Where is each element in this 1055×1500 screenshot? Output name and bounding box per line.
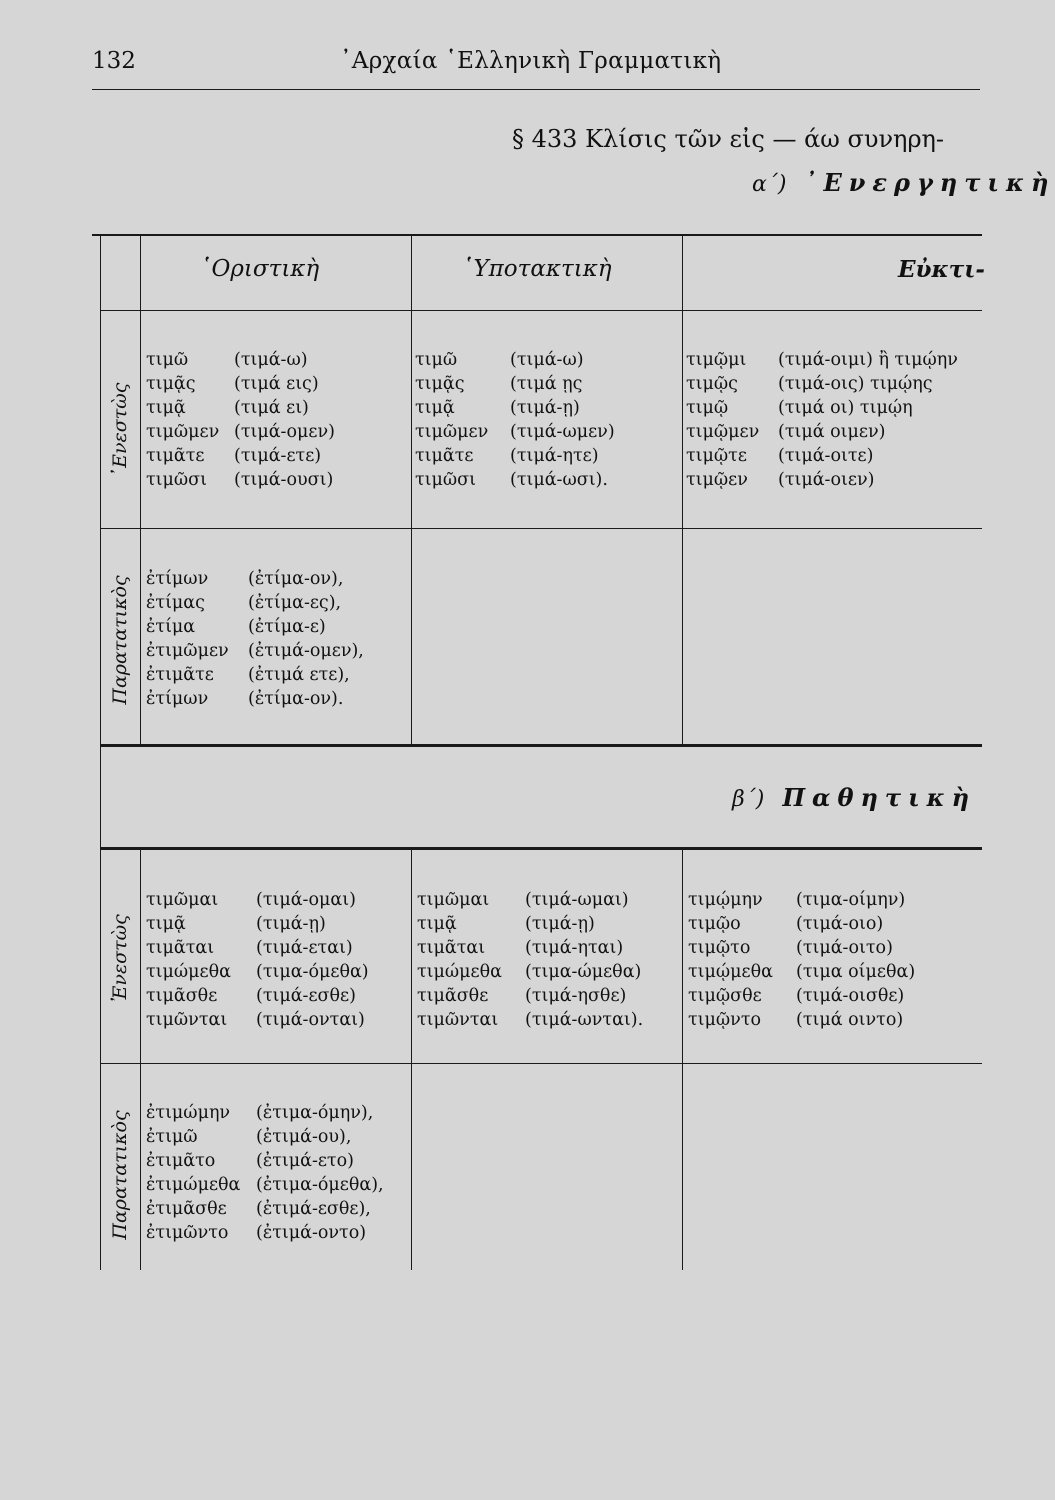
- verb-analysis: (τιμά-εται): [256, 938, 353, 958]
- active-present-optative: [686, 348, 958, 492]
- passive-column-rule-1: [411, 850, 412, 1270]
- verb-form: τιμῷμεν: [686, 422, 760, 442]
- verb-form: τιμᾷ: [417, 914, 457, 934]
- verb-analysis: (τιμά-ουσι): [234, 470, 334, 490]
- conjugation-row: [415, 396, 615, 420]
- verb-form: τιμῷς: [686, 374, 738, 394]
- verb-analysis: (τιμά-οιεν): [778, 470, 875, 490]
- verb-form: τιμῷτε: [686, 446, 747, 466]
- verb-analysis: (τιμά εις): [234, 374, 319, 394]
- conjugation-row: [417, 936, 643, 960]
- verb-form: τιμώμεθα: [417, 962, 502, 982]
- verb-form: ἐτιμώμεθα: [146, 1175, 241, 1195]
- verb-analysis: (ἐτιμά ετε),: [248, 665, 350, 685]
- conjugation-row: [146, 468, 335, 492]
- column-heading-indicative: ῾Οριστικὴ: [200, 256, 320, 282]
- conjugation-row: [686, 420, 958, 444]
- verb-form: τιμῶμεν: [415, 422, 489, 442]
- verb-form: ἐτιμώμην: [146, 1103, 231, 1123]
- conjugation-row: [146, 1125, 384, 1149]
- conjugation-row: [688, 984, 915, 1008]
- verb-form: τιμῷο: [688, 914, 741, 934]
- conjugation-row: [688, 888, 915, 912]
- verb-analysis: (τιμά-ῃ): [525, 914, 595, 934]
- verb-analysis: (τιμά οιμεν): [778, 422, 886, 442]
- verb-analysis: (τιμά-ωνται).: [525, 1010, 644, 1030]
- verb-form: τιμᾶσθε: [417, 986, 489, 1006]
- passive-voice-title: Παθητικὴ: [782, 783, 977, 812]
- verb-form: τιμῶμαι: [146, 890, 219, 910]
- verb-analysis: (ἐτιμα-όμην),: [256, 1103, 374, 1123]
- conjugation-row: [415, 444, 615, 468]
- conjugation-row: [146, 567, 364, 591]
- verb-analysis: (ἐτιμά-ου),: [256, 1127, 352, 1147]
- verb-analysis: (τιμά-ω): [234, 350, 308, 370]
- verb-analysis: (τιμά-ητε): [510, 446, 599, 466]
- passive-column-rule-2: [682, 850, 683, 1270]
- table-top-rule: [92, 234, 982, 236]
- conjugation-row: [686, 444, 958, 468]
- verb-form: ἐτιμᾶτο: [146, 1151, 216, 1171]
- verb-analysis: (τιμά-ομεν): [234, 422, 335, 442]
- conjugation-row: [415, 372, 615, 396]
- passive-top-rule: [100, 847, 982, 850]
- passive-left-rule: [100, 850, 101, 1270]
- passive-present-indicative: [146, 888, 369, 1032]
- conjugation-row: [415, 348, 615, 372]
- conjugation-row: [146, 396, 335, 420]
- conjugation-row: [146, 936, 369, 960]
- passive-row-divider: [100, 1063, 982, 1064]
- passive-present-optative: [688, 888, 915, 1032]
- row-divider: [100, 528, 982, 529]
- verb-analysis: (ἐτίμα-ον),: [248, 569, 344, 589]
- verb-form: τιμῴμεθα: [688, 962, 773, 982]
- conjugation-row: [686, 348, 958, 372]
- verb-form: τιμῶ: [415, 350, 458, 370]
- conjugation-row: [146, 615, 364, 639]
- verb-analysis: (τιμά οιντο): [796, 1010, 904, 1030]
- conjugation-row: [688, 936, 915, 960]
- conjugation-row: [686, 468, 958, 492]
- conjugation-row: [146, 1221, 384, 1245]
- verb-analysis: (τιμά-ωμεν): [510, 422, 615, 442]
- tense-label-active-imperfect: Παρατατικὸς: [109, 575, 131, 705]
- conjugation-row: [686, 396, 958, 420]
- verb-form: ἐτιμῶντο: [146, 1223, 229, 1243]
- page-number: 132: [92, 48, 136, 74]
- verb-analysis: (τιμά-οις) τιμῴης: [778, 374, 933, 394]
- conjugation-row: [146, 984, 369, 1008]
- tense-label-passive-imperfect: Παρατατικὸς: [109, 1110, 131, 1240]
- active-bottom-rule: [100, 744, 982, 747]
- verb-form: ἐτιμᾶτε: [146, 665, 214, 685]
- verb-analysis: (ἐτιμά-εσθε),: [256, 1199, 371, 1219]
- conjugation-row: [146, 348, 335, 372]
- conjugation-row: [415, 468, 615, 492]
- verb-form: τιμᾷ: [146, 914, 186, 934]
- verb-form: τιμῶσι: [146, 470, 207, 490]
- verb-analysis: (τιμά-οιμι) ἢ τιμῴην: [778, 350, 958, 370]
- column-rule-1: [411, 236, 412, 744]
- verb-form: τιμᾷς: [415, 374, 465, 394]
- passive-heading-left-rule: [100, 747, 101, 847]
- running-title: ᾿Αρχαία ῾Ελληνικὴ Γραμματικὴ: [340, 48, 722, 74]
- verb-analysis: (τιμά ῃς: [510, 374, 583, 394]
- verb-form: ἐτίμων: [146, 569, 209, 589]
- conjugation-row: [417, 1008, 643, 1032]
- conjugation-row: [146, 444, 335, 468]
- conjugation-row: [146, 1008, 369, 1032]
- conjugation-row: [146, 591, 364, 615]
- verb-analysis: (ἐτιμά-οντο): [256, 1223, 367, 1243]
- conjugation-row: [146, 912, 369, 936]
- conjugation-row: [417, 888, 643, 912]
- conjugation-row: [146, 960, 369, 984]
- verb-form: τιμῷσθε: [688, 986, 762, 1006]
- conjugation-row: [146, 1173, 384, 1197]
- verb-form: τιμᾷ: [146, 398, 186, 418]
- active-present-indicative: [146, 348, 335, 492]
- verb-form: ἐτιμῶ: [146, 1127, 198, 1147]
- conjugation-row: [688, 960, 915, 984]
- verb-analysis: (τιμά-ῃ): [256, 914, 326, 934]
- verb-analysis: (ἐτιμα-όμεθα),: [256, 1175, 384, 1195]
- conjugation-row: [686, 372, 958, 396]
- verb-form: ἐτίμων: [146, 689, 209, 709]
- verb-analysis: (τιμά-ονται): [256, 1010, 365, 1030]
- verb-analysis: (τιμά οι) τιμῴη: [778, 398, 913, 418]
- verb-analysis: (τιμά-ωσι).: [510, 470, 608, 490]
- passive-voice-heading: [732, 783, 976, 812]
- verb-analysis: (τιμα-ώμεθα): [525, 962, 642, 982]
- verb-analysis: (τιμα οίμεθα): [796, 962, 916, 982]
- verb-analysis: (τιμά-οισθε): [796, 986, 905, 1006]
- passive-imperfect-indicative: [146, 1101, 384, 1245]
- active-voice-heading: [752, 168, 1055, 197]
- verb-form: τιμᾶτε: [146, 446, 205, 466]
- verb-analysis: (ἐτιμά-ομεν),: [248, 641, 364, 661]
- verb-analysis: (ἐτίμα-ον).: [248, 689, 344, 709]
- section-title: § 433 Κλίσις τῶν εἰς — άω συνηρη-: [512, 125, 945, 153]
- verb-form: τιμῷμι: [686, 350, 747, 370]
- verb-form: ἐτιμῶμεν: [146, 641, 229, 661]
- verb-form: τιμᾶτε: [415, 446, 474, 466]
- active-voice-letter: α΄): [752, 172, 787, 197]
- verb-form: τιμᾶται: [146, 938, 215, 958]
- label-column-rule: [140, 236, 141, 744]
- conjugation-row: [415, 420, 615, 444]
- verb-analysis: (τιμά-ησθε): [525, 986, 627, 1006]
- conjugation-row: [417, 912, 643, 936]
- conjugation-row: [417, 960, 643, 984]
- verb-analysis: (τιμά-ετε): [234, 446, 322, 466]
- active-imperfect-indicative: [146, 567, 364, 711]
- verb-analysis: (τιμά-οιο): [796, 914, 884, 934]
- conjugation-row: [146, 1149, 384, 1173]
- tense-label-passive-present: Ἐνεστὼς: [109, 914, 131, 1002]
- header-rule: [92, 89, 980, 90]
- conjugation-row: [146, 663, 364, 687]
- verb-form: τιμῶ: [146, 350, 189, 370]
- verb-analysis: (τιμά-ῃ): [510, 398, 580, 418]
- conjugation-row: [146, 372, 335, 396]
- table-left-rule: [100, 236, 101, 744]
- passive-present-subjunctive: [417, 888, 643, 1032]
- conjugation-row: [146, 1197, 384, 1221]
- verb-analysis: (τιμά ει): [234, 398, 309, 418]
- verb-form: τιμᾷς: [146, 374, 196, 394]
- verb-analysis: (ἐτιμά-ετο): [256, 1151, 354, 1171]
- conjugation-row: [146, 888, 369, 912]
- verb-form: τιμῷεν: [686, 470, 748, 490]
- verb-form: τιμῶνται: [146, 1010, 228, 1030]
- verb-analysis: (τιμά-ομαι): [256, 890, 356, 910]
- verb-form: τιμῴμην: [688, 890, 763, 910]
- verb-form: ἐτίμας: [146, 593, 205, 613]
- verb-form: τιμᾶσθε: [146, 986, 218, 1006]
- verb-analysis: (τιμά-ω): [510, 350, 584, 370]
- verb-analysis: (τιμά-ηται): [525, 938, 624, 958]
- verb-analysis: (τιμα-οίμην): [796, 890, 906, 910]
- conjugation-row: [146, 1101, 384, 1125]
- verb-form: τιμῶνται: [417, 1010, 499, 1030]
- conjugation-row: [146, 639, 364, 663]
- verb-form: τιμώμεθα: [146, 962, 231, 982]
- verb-form: ἐτιμᾶσθε: [146, 1199, 227, 1219]
- conjugation-row: [688, 1008, 915, 1032]
- conjugation-row: [417, 984, 643, 1008]
- conjugation-row: [688, 912, 915, 936]
- active-present-subjunctive: [415, 348, 615, 492]
- verb-form: τιμῷτο: [688, 938, 751, 958]
- tense-label-active-present: ᾿Ενεστὼς: [109, 382, 131, 478]
- conjugation-row: [146, 687, 364, 711]
- verb-analysis: (τιμά-οιτε): [778, 446, 874, 466]
- verb-analysis: (τιμά-οιτο): [796, 938, 893, 958]
- verb-form: ἐτίμα: [146, 617, 196, 637]
- verb-analysis: (ἐτίμα-ες),: [248, 593, 342, 613]
- verb-form: τιμᾶται: [417, 938, 486, 958]
- active-voice-title: ᾿Ενεργητικὴ: [804, 168, 1055, 197]
- column-head-rule: [100, 310, 982, 311]
- column-heading-subjunctive: ῾Υποτακτικὴ: [462, 256, 612, 282]
- column-rule-2: [682, 236, 683, 744]
- verb-analysis: (τιμα-όμεθα): [256, 962, 369, 982]
- passive-label-column-rule: [140, 850, 141, 1270]
- verb-form: τιμῶσι: [415, 470, 476, 490]
- conjugation-row: [146, 420, 335, 444]
- verb-form: τιμᾷ: [415, 398, 455, 418]
- verb-form: τιμῷ: [686, 398, 729, 418]
- column-heading-optative: Εὐκτι-: [898, 256, 985, 283]
- passive-voice-letter: β΄): [732, 787, 765, 812]
- verb-form: τιμῶμεν: [146, 422, 220, 442]
- verb-analysis: (τιμά-ωμαι): [525, 890, 629, 910]
- verb-analysis: (τιμά-εσθε): [256, 986, 356, 1006]
- verb-analysis: (ἐτίμα-ε): [248, 617, 326, 637]
- verb-form: τιμῷντο: [688, 1010, 762, 1030]
- verb-form: τιμῶμαι: [417, 890, 490, 910]
